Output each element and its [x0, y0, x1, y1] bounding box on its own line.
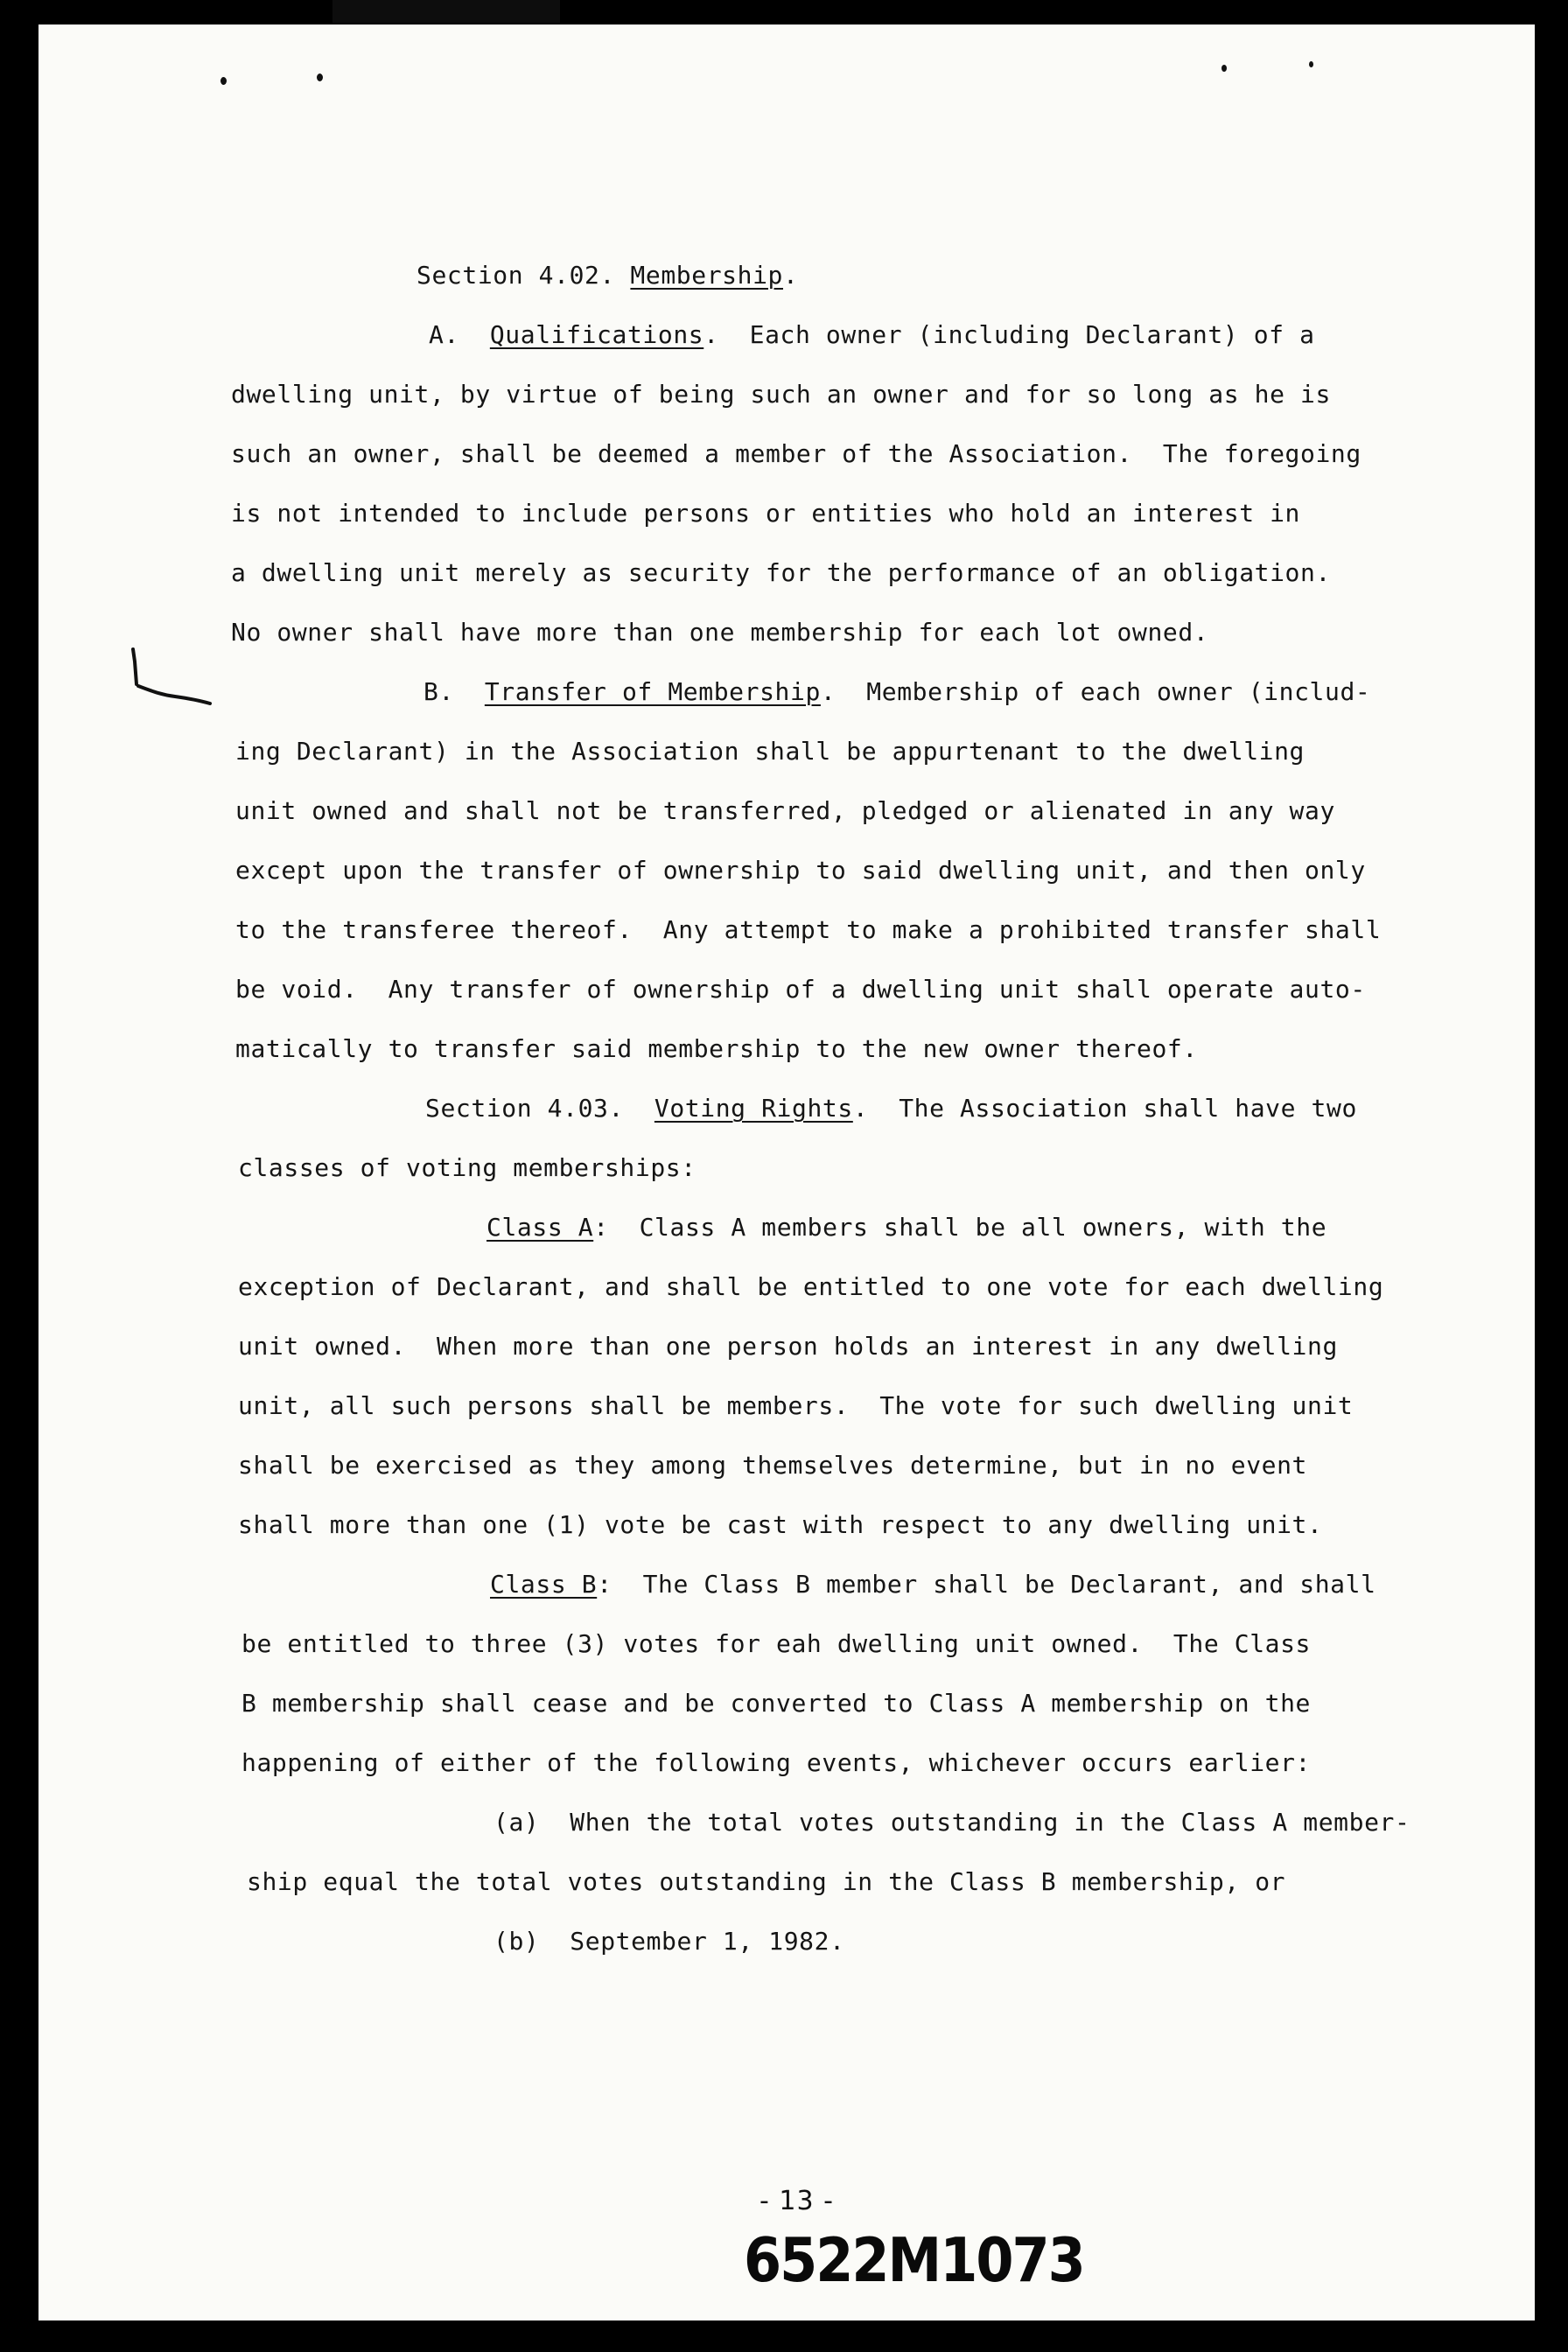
text-line: is not intended to include persons or entities who hold an interest in	[231, 499, 1301, 528]
text-line: ing Declarant) in the Association shall be appurtenant to the dwelling	[235, 737, 1306, 766]
page-number: - 13 -	[760, 2186, 834, 2216]
scan-speck	[1309, 61, 1313, 67]
text-line: unit owned and shall not be transferred, pledged or alienated in any way	[235, 796, 1335, 825]
text-line: matically to transfer said membership to the new owner thereof.	[235, 1034, 1198, 1063]
text-line: be void. Any transfer of ownership of a dwelling unit shall operate auto-	[235, 975, 1366, 1004]
section-4-03-heading: Section 4.03. Voting Rights. The Association shall have two	[425, 1094, 1357, 1123]
text-line: (b) September 1, 1982.	[494, 1927, 845, 1956]
text-line: exception of Declarant, and shall be entitled to one vote for each dwelling	[238, 1272, 1384, 1301]
text-line: classes of voting memberships:	[238, 1153, 696, 1182]
margin-mark-icon	[126, 648, 222, 709]
text-line: Class B: The Class B member shall be Declarant, and shall	[490, 1570, 1376, 1599]
text-line: (a) When the total votes outstanding in the Class A member-	[494, 1808, 1410, 1837]
text-line: ship equal the total votes outstanding in the Class B membership, or	[247, 1867, 1286, 1896]
text-line: A. Qualifications. Each owner (including Declarant) of a	[429, 320, 1315, 349]
scan-speck	[317, 74, 323, 81]
document-stamp-number: 6522M1073	[744, 2224, 1084, 2296]
text-line: B. Transfer of Membership. Membership of each owner (includ-	[424, 677, 1371, 706]
text-line: except upon the transfer of ownership to said dwelling unit, and then only	[235, 856, 1366, 885]
text-line: be entitled to three (3) votes for eah dwelling unit owned. The Class	[242, 1629, 1312, 1658]
text-line: a dwelling unit merely as security for the performance of an obligation.	[231, 558, 1331, 587]
text-line: Class A: Class A members shall be all owners, with the	[486, 1213, 1327, 1242]
text-line: dwelling unit, by virtue of being such an owner and for so long as he is	[231, 380, 1331, 409]
section-4-02-heading: Section 4.02. Membership.	[416, 261, 799, 290]
text-line: such an owner, shall be deemed a member of the Association. The foregoing	[231, 439, 1362, 468]
scan-speck	[220, 77, 227, 85]
text-line: happening of either of the following events, whichever occurs earlier:	[242, 1748, 1312, 1777]
text-line: shall be exercised as they among themselves determine, but in no event	[238, 1451, 1308, 1480]
scan-smudge	[332, 0, 560, 23]
text-line: No owner shall have more than one membership for each lot owned.	[231, 618, 1209, 647]
text-line: B membership shall cease and be converted to Class A membership on the	[242, 1689, 1312, 1718]
document-page	[38, 24, 1535, 2320]
text-line: unit owned. When more than one person holds an interest in any dwelling	[238, 1332, 1338, 1361]
scan-speck	[1222, 65, 1227, 72]
text-line: shall more than one (1) vote be cast with respect to any dwelling unit.	[238, 1510, 1323, 1539]
text-line: unit, all such persons shall be members. The vote for such dwelling unit	[238, 1391, 1354, 1420]
text-line: to the transferee thereof. Any attempt to make a prohibited transfer shall	[235, 915, 1382, 944]
